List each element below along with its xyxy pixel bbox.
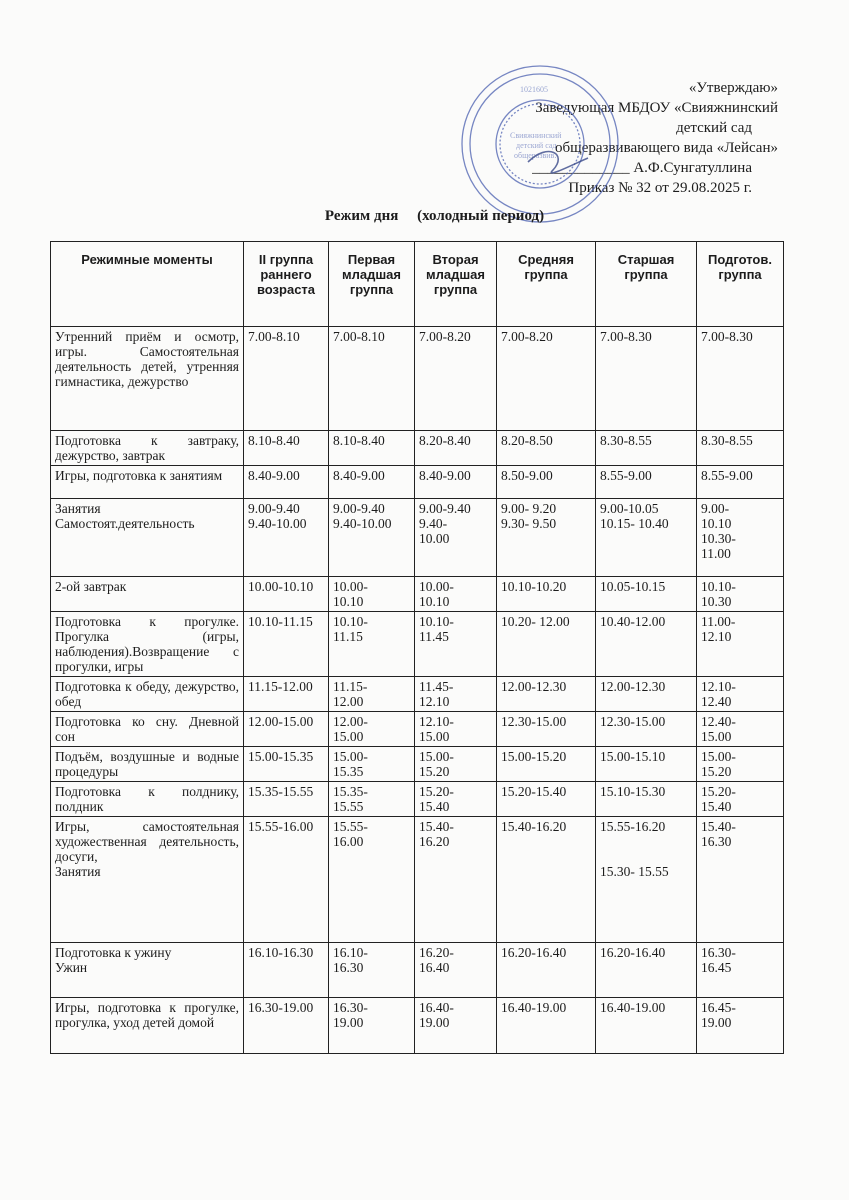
time-cell: 15.00- 15.35 <box>329 747 415 782</box>
approval-line-2: Заведующая МБДОУ «Свияжнинский <box>535 100 778 116</box>
time-cell: 8.55-9.00 <box>697 466 784 499</box>
time-cell: 12.40- 15.00 <box>697 712 784 747</box>
time-cell: 15.00- 15.20 <box>415 747 497 782</box>
time-cell: 15.00- 15.20 <box>697 747 784 782</box>
table-row <box>51 817 784 943</box>
moment-cell: Подготовка к завтраку, дежурство, завтрак <box>51 431 244 466</box>
time-cell: 15.55- 16.00 <box>329 817 415 943</box>
time-cell: 8.20-8.50 <box>497 431 596 466</box>
approval-line-3: детский сад <box>676 120 752 136</box>
time-cell: 16.20- 16.40 <box>415 943 497 998</box>
moment-cell: Подготовка к прогулке. Прогулка (игры, наблюдения).Возвращение с прогулки, игры <box>51 612 244 677</box>
moment-cell: 2-ой завтрак <box>51 577 244 612</box>
header-cell: Старшая группа <box>596 242 697 327</box>
approval-line-6: Приказ № 32 от 29.08.2025 г. <box>568 180 752 196</box>
time-cell: 12.30-15.00 <box>596 712 697 747</box>
time-cell: 16.30- 19.00 <box>329 998 415 1054</box>
moment-cell: Подъём, воздушные и водные процедуры <box>51 747 244 782</box>
approval-line-4: общеразвивающего вида «Лейсан» <box>555 140 778 156</box>
time-cell: 9.00-10.05 10.15- 10.40 <box>596 499 697 577</box>
header-cell: II группа раннего возраста <box>244 242 329 327</box>
time-cell: 15.40-16.20 <box>497 817 596 943</box>
page-title <box>10 208 849 225</box>
time-cell: 16.40- 19.00 <box>415 998 497 1054</box>
title-main: Режим дня <box>324 208 399 224</box>
time-cell: 15.00-15.10 <box>596 747 697 782</box>
time-cell: 8.20-8.40 <box>415 431 497 466</box>
header-cell: Вторая младшая группа <box>415 242 497 327</box>
table-row <box>51 998 784 1054</box>
time-cell: 15.20-15.40 <box>497 782 596 817</box>
moment-cell: Игры, самостоятельная художественная деятельность, досуги, Занятия <box>51 817 244 943</box>
table-row <box>51 466 784 499</box>
table-row <box>51 943 784 998</box>
table-header-row <box>51 242 784 327</box>
moment-cell: Игры, подготовка к занятиям <box>51 466 244 499</box>
moment-cell: Подготовка к обеду, дежурство, обед <box>51 677 244 712</box>
time-cell: 12.00-15.00 <box>244 712 329 747</box>
time-cell: 16.10-16.30 <box>244 943 329 998</box>
time-cell: 16.30-19.00 <box>244 998 329 1054</box>
approval-line-5: _____________ А.Ф.Сунгатуллина <box>532 160 752 176</box>
table-row <box>51 612 784 677</box>
time-cell: 15.00-15.35 <box>244 747 329 782</box>
time-cell: 16.20-16.40 <box>497 943 596 998</box>
time-cell: 10.10-11.15 <box>244 612 329 677</box>
time-cell: 8.40-9.00 <box>415 466 497 499</box>
time-cell: 16.20-16.40 <box>596 943 697 998</box>
time-cell: 8.30-8.55 <box>697 431 784 466</box>
moment-cell: Подготовка ко сну. Дневной сон <box>51 712 244 747</box>
time-cell: 7.00-8.10 <box>329 327 415 431</box>
time-cell: 10.00-10.10 <box>244 577 329 612</box>
time-cell: 8.55-9.00 <box>596 466 697 499</box>
time-cell: 10.10-10.20 <box>497 577 596 612</box>
time-cell: 8.10-8.40 <box>244 431 329 466</box>
time-cell: 15.40- 16.30 <box>697 817 784 943</box>
time-cell: 15.10-15.30 <box>596 782 697 817</box>
time-cell: 7.00-8.20 <box>497 327 596 431</box>
time-cell: 10.10- 11.15 <box>329 612 415 677</box>
schedule-table <box>50 241 784 1054</box>
time-cell: 9.00-9.40 9.40-10.00 <box>244 499 329 577</box>
time-cell: 15.35- 15.55 <box>329 782 415 817</box>
table-row <box>51 327 784 431</box>
time-cell: 7.00-8.10 <box>244 327 329 431</box>
stamp-text-3: общеразвив. <box>514 151 557 160</box>
time-cell: 10.00- 10.10 <box>415 577 497 612</box>
time-cell: 9.00-9.40 9.40-10.00 <box>329 499 415 577</box>
table-row <box>51 499 784 577</box>
time-cell: 8.40-9.00 <box>244 466 329 499</box>
approval-line-1: «Утверждаю» <box>688 80 778 96</box>
stamp-number: 1021605 <box>520 85 548 94</box>
time-cell: 15.35-15.55 <box>244 782 329 817</box>
time-cell: 11.15- 12.00 <box>329 677 415 712</box>
time-cell: 7.00-8.30 <box>596 327 697 431</box>
time-cell: 16.10- 16.30 <box>329 943 415 998</box>
time-cell: 15.55-16.00 <box>244 817 329 943</box>
time-cell: 12.10- 15.00 <box>415 712 497 747</box>
time-cell: 12.00- 15.00 <box>329 712 415 747</box>
time-cell: 12.10- 12.40 <box>697 677 784 712</box>
table-row <box>51 782 784 817</box>
title-sub: (холодный период) <box>417 208 545 224</box>
moment-cell: Подготовка к полднику, полдник <box>51 782 244 817</box>
time-cell: 10.10- 11.45 <box>415 612 497 677</box>
time-cell: 9.00- 10.10 10.30- 11.00 <box>697 499 784 577</box>
time-cell: 10.40-12.00 <box>596 612 697 677</box>
stamp-text-2: детский сад <box>516 141 557 150</box>
time-cell: 15.20- 15.40 <box>697 782 784 817</box>
table-row <box>51 577 784 612</box>
time-cell: 7.00-8.20 <box>415 327 497 431</box>
stamp-text-1: Свияжнинский <box>510 131 562 140</box>
table-row <box>51 677 784 712</box>
time-cell: 12.00-12.30 <box>497 677 596 712</box>
time-cell: 8.40-9.00 <box>329 466 415 499</box>
time-cell: 16.40-19.00 <box>497 998 596 1054</box>
moment-cell: Занятия Самостоят.деятельность <box>51 499 244 577</box>
time-cell: 12.30-15.00 <box>497 712 596 747</box>
time-cell: 16.30- 16.45 <box>697 943 784 998</box>
time-cell: 9.00-9.40 9.40- 10.00 <box>415 499 497 577</box>
time-cell: 9.00- 9.20 9.30- 9.50 <box>497 499 596 577</box>
time-cell: 11.00- 12.10 <box>697 612 784 677</box>
time-cell: 15.00-15.20 <box>497 747 596 782</box>
time-cell: 15.40- 16.20 <box>415 817 497 943</box>
header-cell: Подготов. группа <box>697 242 784 327</box>
header-cell: Режимные моменты <box>51 242 244 327</box>
time-cell: 11.45- 12.10 <box>415 677 497 712</box>
time-cell: 15.20- 15.40 <box>415 782 497 817</box>
table-row <box>51 747 784 782</box>
time-cell: 8.30-8.55 <box>596 431 697 466</box>
table-row <box>51 712 784 747</box>
time-cell: 10.05-10.15 <box>596 577 697 612</box>
moment-cell: Подготовка к ужину Ужин <box>51 943 244 998</box>
time-cell: 8.50-9.00 <box>497 466 596 499</box>
time-cell: 10.00- 10.10 <box>329 577 415 612</box>
time-cell: 15.55-16.20 15.30- 15.55 <box>596 817 697 943</box>
time-cell: 7.00-8.30 <box>697 327 784 431</box>
moment-cell: Утренний приём и осмотр, игры. Самостоятельная деятельность детей, утренняя гимнастика, дежурство <box>51 327 244 431</box>
time-cell: 11.15-12.00 <box>244 677 329 712</box>
time-cell: 10.10- 10.30 <box>697 577 784 612</box>
time-cell: 16.40-19.00 <box>596 998 697 1054</box>
header-cell: Средняя группа <box>497 242 596 327</box>
moment-cell: Игры, подготовка к прогулке, прогулка, уход детей домой <box>51 998 244 1054</box>
time-cell: 10.20- 12.00 <box>497 612 596 677</box>
table-row <box>51 431 784 466</box>
time-cell: 12.00-12.30 <box>596 677 697 712</box>
time-cell: 8.10-8.40 <box>329 431 415 466</box>
approval-block <box>478 78 778 198</box>
header-cell: Первая младшая группа <box>329 242 415 327</box>
time-cell: 16.45- 19.00 <box>697 998 784 1054</box>
